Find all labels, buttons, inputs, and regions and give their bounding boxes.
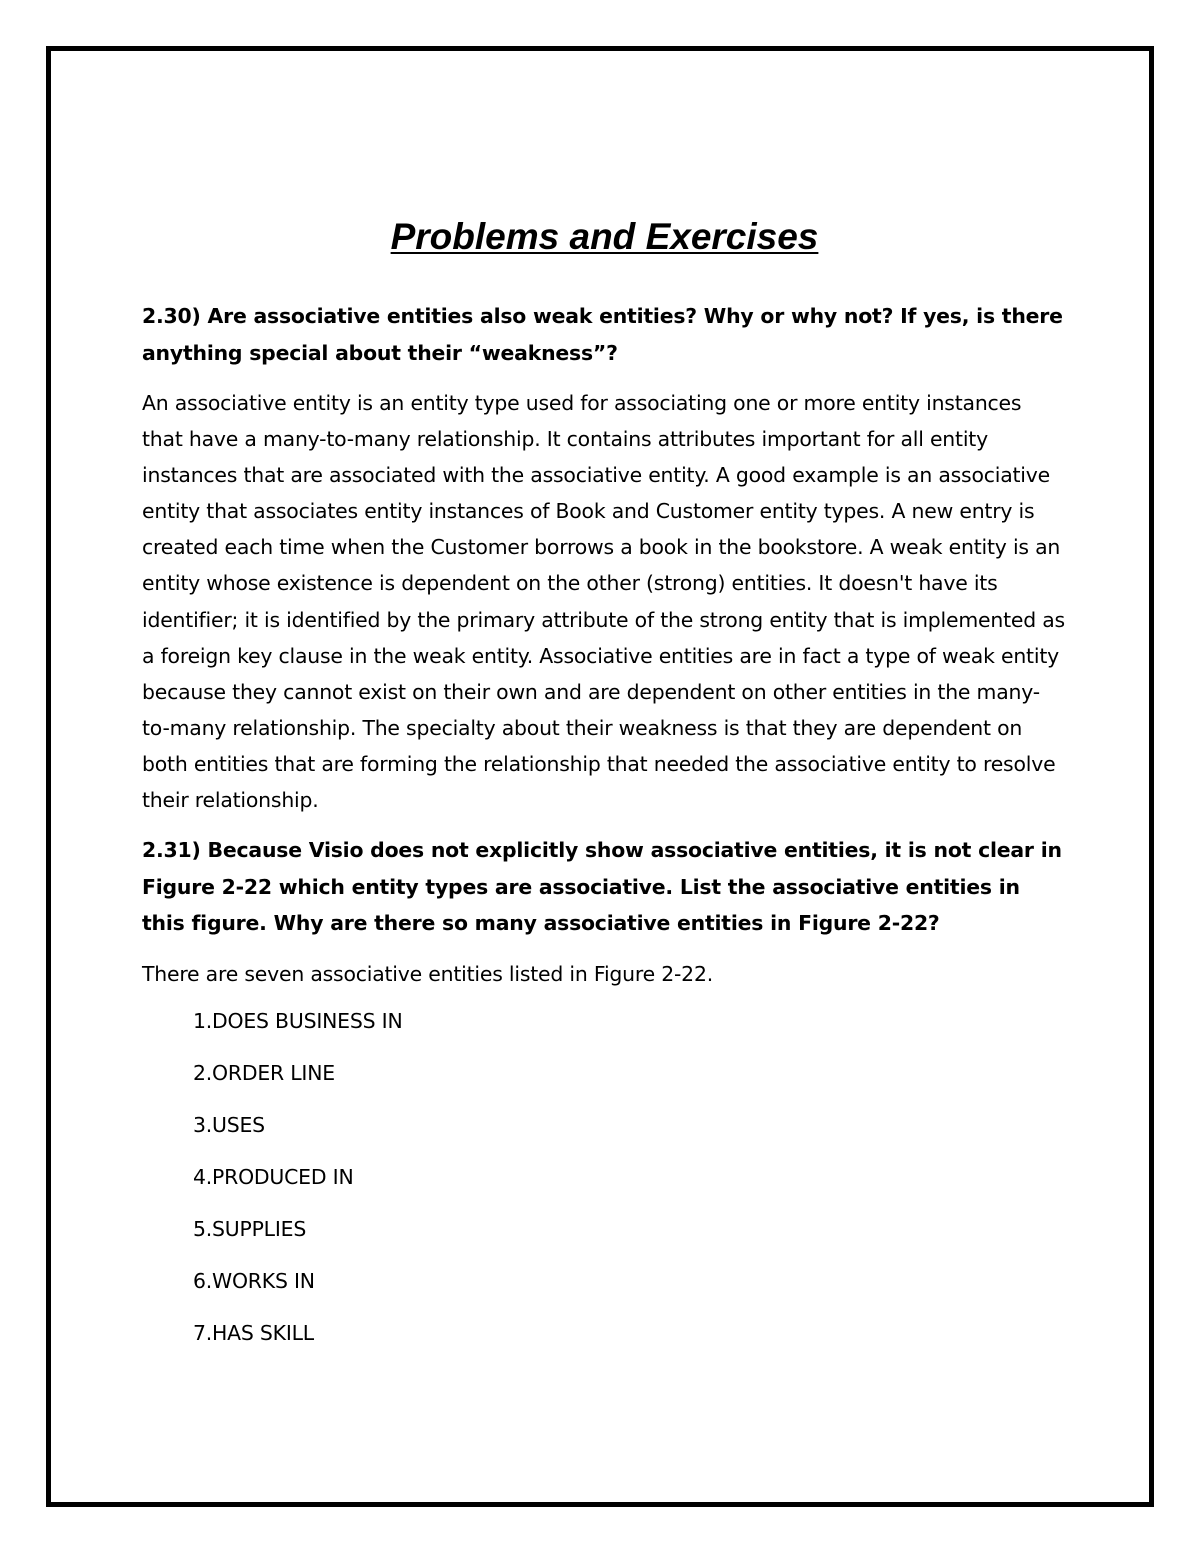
list-item-text: DOES BUSINESS IN [212,1008,403,1033]
page-title: Problems and Exercises [390,216,819,257]
document-body [142,210,1067,1371]
list-item-number: 3. [192,1112,212,1137]
associative-entity-list [142,1007,1067,1371]
list-item-number: 5. [192,1216,212,1241]
list-item [142,1007,1067,1059]
list-item-number: 7. [192,1320,212,1345]
list-item-number: 4. [192,1164,212,1189]
list-item [142,1163,1067,1215]
list-item-text: SUPPLIES [212,1216,307,1241]
list-item-number: 6. [192,1268,212,1293]
list-item [142,1111,1067,1163]
list-item-text: USES [212,1112,265,1137]
list-item-text: WORKS IN [212,1268,315,1293]
question-2-30: 2.30) Are associative entities also weak entities? Why or why not? If yes, is there anything special about their “weakness”? [142,304,1063,365]
list-item [142,1319,1067,1371]
question-2-31: 2.31) Because Visio does not explicitly show associative entities, it is not clear in Figure 2-22 which entity types are associative. List the associative entities in this figure. Why are there so many associative entities in Figure 2-22? [142,838,1062,936]
list-item-text: PRODUCED IN [212,1164,354,1189]
list-item-number: 1. [192,1008,212,1033]
answer-2-30: An associative entity is an entity type used for associating one or more entity instances that have a many-to-many relationship. It contains attributes important for all entity instances that are associated with the associative entity. A good example is an associative entity that associates entity instances of Book and Customer entity types. A new entry is created each time when the Customer borrows a book in the bookstore. A weak entity is an entity whose existence is dependent on the other (strong) entities. It doesn't have its identifier; it is identified by the primary attribute of the strong entity that is implemented as a foreign key clause in the weak entity. Associative entities are in fact a type of weak entity because they cannot exist on their own and are dependent on other entities in the many-to-many relationship. The specialty about their weakness is that they are dependent on both entities that are forming the relationship that needed the associative entity to resolve their relationship. [142,391,1065,813]
list-item [142,1215,1067,1267]
list-item [142,1267,1067,1319]
list-item-text: ORDER LINE [212,1060,335,1085]
list-item-text: HAS SKILL [212,1320,314,1345]
list-item [142,1059,1067,1111]
answer-2-31-intro: There are seven associative entities listed in Figure 2-22. [142,961,713,986]
list-item-number: 2. [192,1060,212,1085]
